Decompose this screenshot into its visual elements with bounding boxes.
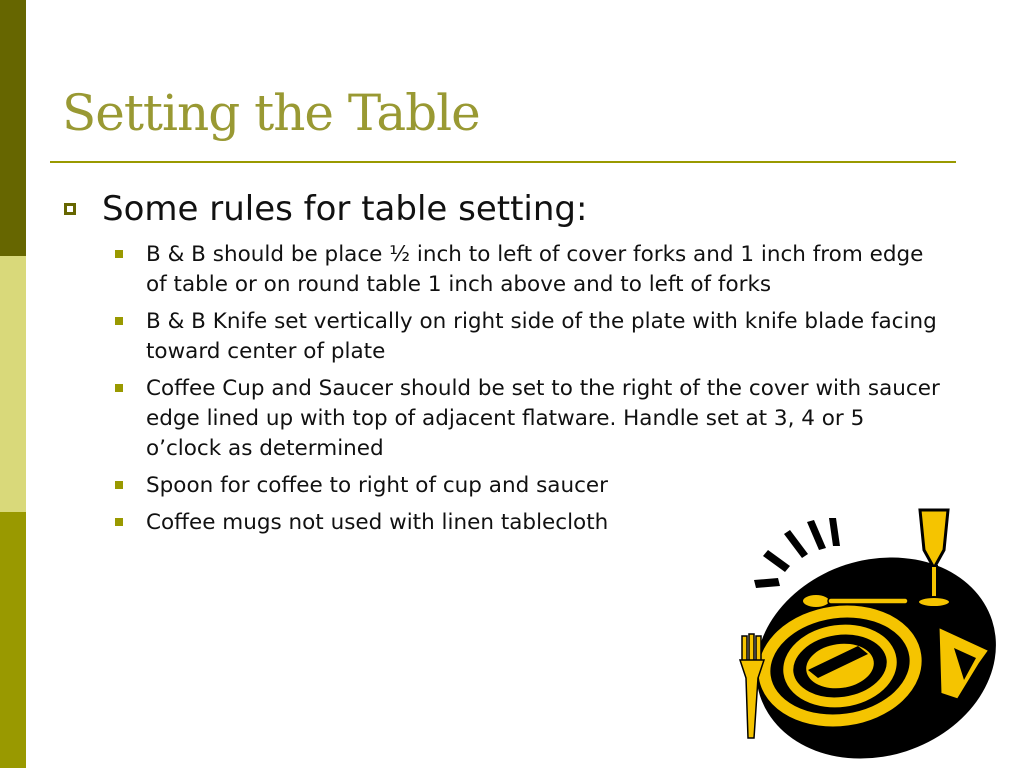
slide-title: Setting the Table: [62, 84, 480, 142]
hollow-square-bullet-icon: [64, 203, 76, 215]
square-bullet-icon: [115, 250, 123, 258]
heading-bullet-text: Some rules for table setting:: [102, 189, 588, 229]
title-divider: [50, 161, 956, 163]
list-item: [146, 307, 966, 367]
list-item-text: B & B should be place ½ inch to left of cover forks and 1 inch from edge of table or on round table 1 inch above and to left of forks: [146, 242, 924, 297]
place-setting-clipart-icon: [728, 498, 1018, 768]
list-item: [146, 374, 966, 464]
accent-bar-segment-dark: [0, 0, 26, 256]
accent-bar-segment-light: [0, 256, 26, 512]
square-bullet-icon: [115, 518, 123, 526]
square-bullet-icon: [115, 481, 123, 489]
list-item-text: B & B Knife set vertically on right side of the plate with knife blade facing toward center of plate: [146, 309, 937, 364]
accent-bar-segment-olive: [0, 512, 26, 768]
list-item-text: Coffee Cup and Saucer should be set to the right of the cover with saucer edge lined up with top of adjacent flatware. Handle set at 3, 4 or 5 o’clock as determined: [146, 376, 940, 461]
square-bullet-icon: [115, 317, 123, 325]
left-accent-bar: [0, 0, 26, 768]
list-item-text: Coffee mugs not used with linen tablecloth: [146, 510, 609, 535]
list-item-text: Spoon for coffee to right of cup and saucer: [146, 473, 608, 498]
square-bullet-icon: [115, 384, 123, 392]
list-item: [146, 471, 966, 501]
list-item: [146, 240, 966, 300]
